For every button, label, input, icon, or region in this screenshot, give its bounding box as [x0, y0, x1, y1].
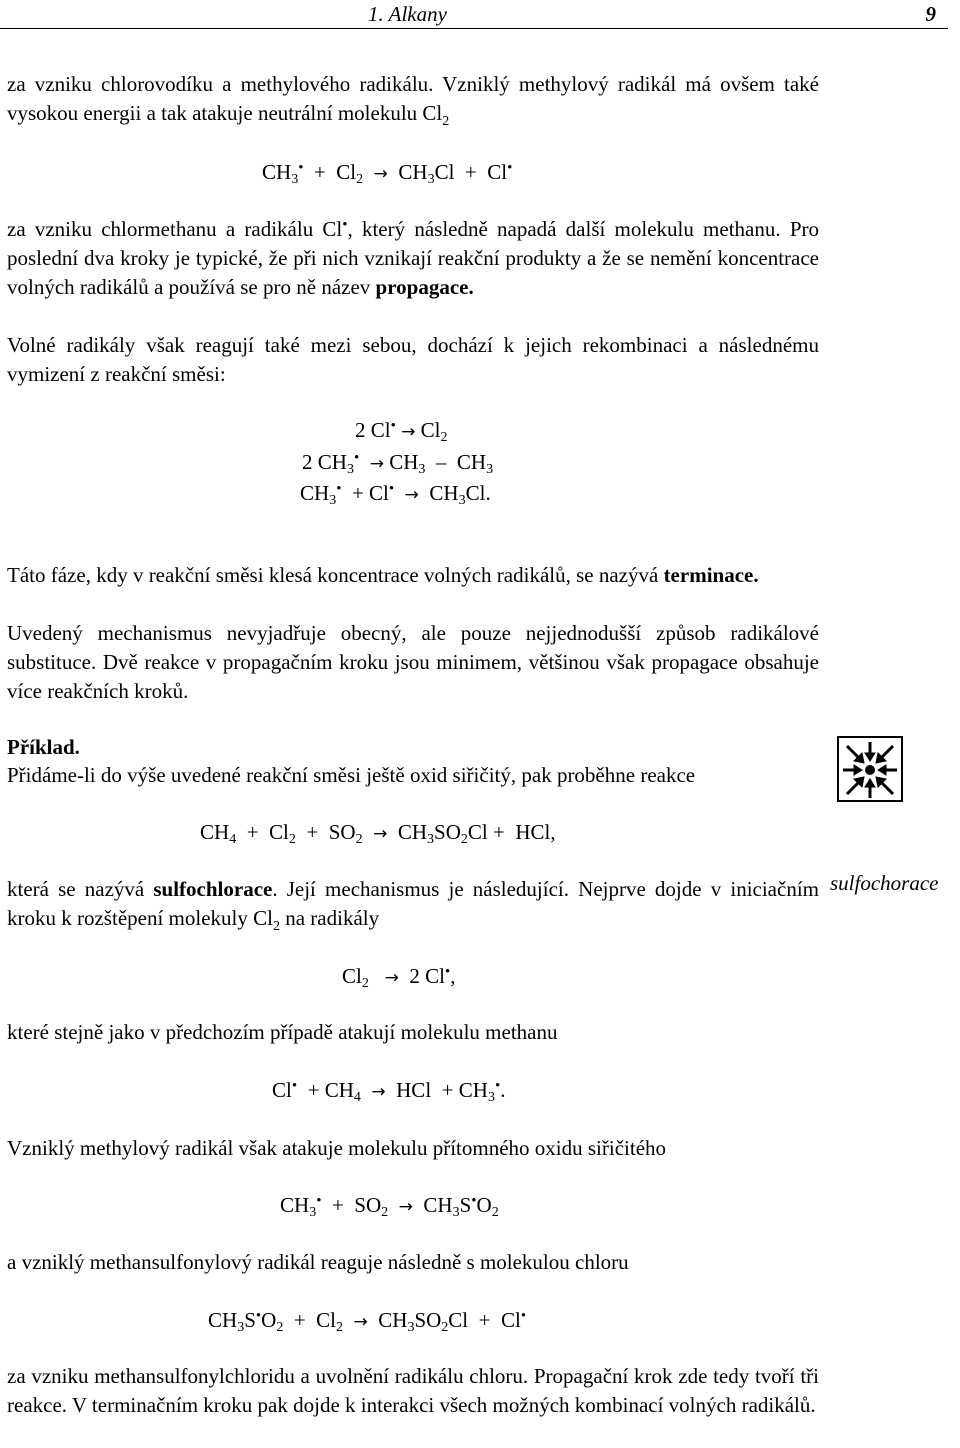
example-heading: Příklad.	[7, 735, 80, 759]
paragraph-1	[7, 70, 819, 136]
equation-3: 2 $CH_3^• \to CH_3 - CH_3$	[302, 450, 494, 477]
page-number: 9	[925, 2, 936, 26]
equation-2: 2 $Cl^• \to Cl_2$	[355, 418, 448, 445]
paragraph-9: Vzniklý methylový radikál však atakuje molekulu přítomného oxidu siřičitého	[7, 1136, 667, 1160]
equation-8: $CH_3^• + SO_2 \to CH_3S^•O_2$	[280, 1193, 499, 1220]
paragraph-6: Přidáme-li do výše uvedené reakční směsi ještě oxid siřičitý, pak proběhne reakce	[7, 763, 696, 787]
paragraph-5: Uvedený mechanismus nevyjadřuje obecný, ale pouze nejjednodušší způsob radikálové substituce. Dvě reakce v propagačním kroku jsou minimem, většinou však propagace obsahuje více reakčních kroků.	[7, 621, 819, 703]
subscript: 2	[442, 114, 450, 130]
paragraph-11: za vzniku methansulfonylchloridu a uvolnění radikálu chloru. Propagační krok zde tedy tvoří tři reakce. V terminačním kroku pak dojde k interakci všech možných kombinací volných radikálů.	[7, 1364, 819, 1417]
term-propagace: propagace.	[375, 275, 474, 299]
term-sulfochlorace: sulfochlorace	[153, 877, 273, 901]
equation-6: $Cl_2$ → 2 Cl•,	[342, 964, 456, 991]
paragraph-8: které stejně jako v předchozím případě atakují molekulu methanu	[7, 1020, 558, 1044]
paragraph-1-text: za vzniku chlorovodíku a methylového radikálu. Vzniklý methylový radikál má ovšem také vysokou energii a tak atakuje neutrální molekulu Cl	[7, 72, 819, 125]
page-header	[0, 0, 948, 29]
equation-4: $CH_3^• + Cl^• \to CH_3Cl$.	[300, 481, 491, 508]
paragraph-10: a vzniklý methansulfonylový radikál reaguje následně s molekulou chloru	[7, 1250, 629, 1274]
margin-note: sulfochorace	[830, 871, 939, 895]
equation-1: $CH_3^• + Cl_2 \to CH_3Cl + Cl^•$	[262, 160, 513, 187]
equation-7: $Cl^• + CH_4$ → HCl + $CH_3^•$.	[272, 1078, 506, 1105]
reaction-arrows-icon	[837, 736, 903, 802]
chapter-title: 1. Alkany	[368, 2, 447, 26]
paragraph-7: která se nazývá sulfochlorace. Její mechanismus je následující. Nejprve dojde v iniciačním kroku k rozštěpení molekuly $Cl_2$ na radikály	[7, 877, 819, 935]
paragraph-4: Táto fáze, kdy v reakční směsi klesá koncentrace volných radikálů, se nazývá terminace.	[7, 563, 759, 587]
paragraph-2: za vzniku chlormethanu a radikálu Cl•, který následně napadá další molekulu methanu. Pro poslední dva kroky je typické, že při nich vznikají reakční produkty a že se nemění koncentrace volných radikálů a používá se pro ně název propagace.	[7, 217, 819, 299]
equation-9: $CH_3S^•O_2 + Cl_2 \to CH_3SO_2Cl + Cl^•$	[208, 1308, 527, 1335]
equation-5: $CH_4 + Cl_2 + SO_2 \to CH_3SO_2Cl$ + HCl,	[200, 820, 556, 847]
term-terminace: terminace.	[663, 563, 759, 587]
paragraph-3: Volné radikály však reagují také mezi sebou, dochází k jejich rekombinaci a následnému vymizení z reakční směsi:	[7, 333, 819, 386]
